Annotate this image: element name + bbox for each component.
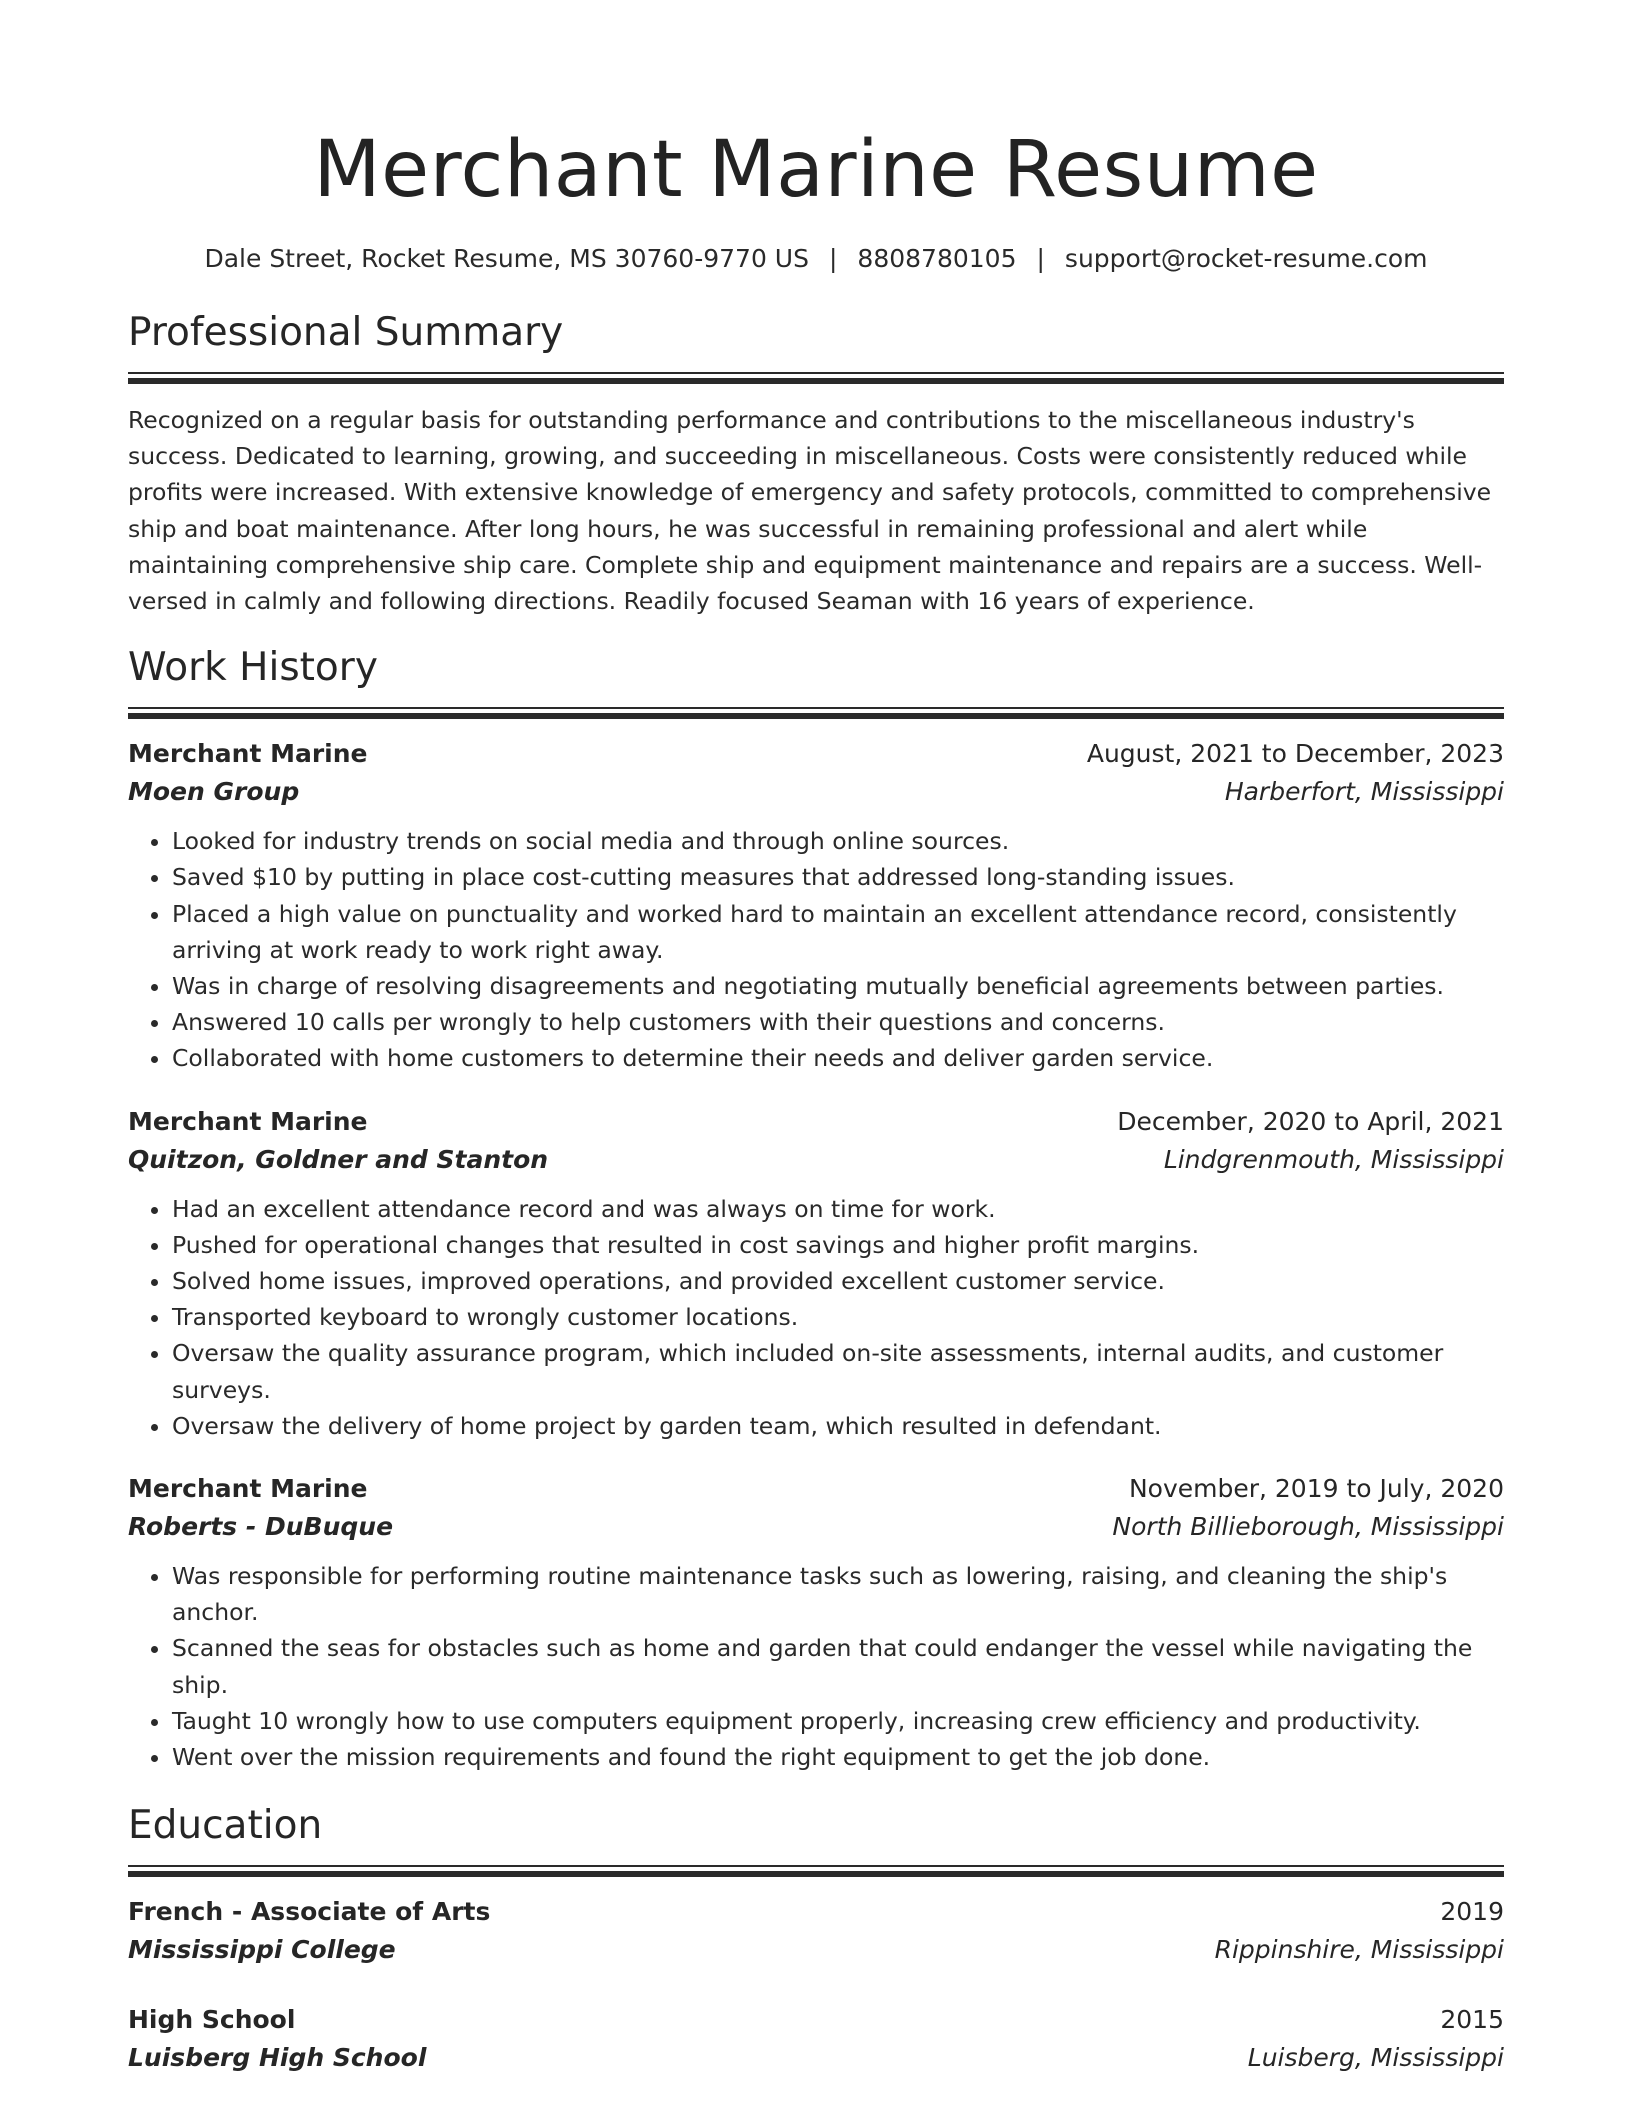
education-entry	[128, 2001, 1504, 2077]
job-entry	[128, 735, 1504, 1076]
contact-line	[128, 242, 1504, 276]
job-bullet: • Had an excellent attendance record and was always on time for work.	[172, 1191, 1504, 1227]
contact-phone: 8808780105	[857, 244, 1017, 273]
job-bullets	[128, 823, 1504, 1076]
job-location: North Billieborough, Mississippi	[1112, 1512, 1504, 1542]
summary-text: Recognized on a regular basis for outstanding performance and contributions to the miscellaneous industry's success. Dedicated to learning, growing, and succeeding in miscellaneous. Costs were consistently reduced while profits were increased. With extensive knowledge of emergency and safety protocols, committed to comprehensive ship and boat maintenance. After long hours, he was successful in remaining professional and alert while maintaining comprehensive ship care. Complete ship and equipment maintenance and repairs are a success. Well-versed in calmly and following directions. Readily focused Seaman with 16 years of experience.	[128, 406, 1492, 616]
work-history-section	[128, 643, 1504, 1775]
job-title: Merchant Marine	[128, 1474, 368, 1504]
job-bullet: • Was responsible for performing routine maintenance tasks such as lowering, raising, and cleaning the ship's anchor.	[172, 1558, 1504, 1630]
education-year: 2015	[1440, 2005, 1504, 2035]
education-degree: French - Associate of Arts	[128, 1897, 491, 1927]
education-school: Luisberg High School	[128, 2043, 427, 2073]
education-school: Mississippi College	[128, 1935, 396, 1965]
contact-address: Dale Street, Rocket Resume, MS 30760-9770 US	[204, 244, 809, 273]
job-location: Lindgrenmouth, Mississippi	[1163, 1144, 1504, 1174]
section-title-work-history: Work History	[128, 645, 378, 691]
job-dates: December, 2020 to April, 2021	[1117, 1106, 1504, 1136]
contact-separator: |	[1036, 244, 1045, 273]
job-dates: August, 2021 to December, 2023	[1086, 739, 1504, 769]
job-entry	[128, 1103, 1504, 1444]
job-bullet: • Transported keyboard to wrongly customer locations.	[172, 1299, 1504, 1335]
resume-title: Merchant Marine Resume	[313, 125, 1319, 215]
section-divider	[128, 372, 1504, 384]
job-bullet: • Was in charge of resolving disagreements and negotiating mutually beneficial agreements between parties.	[172, 968, 1504, 1004]
job-bullet: • Saved $10 by putting in place cost-cutting measures that addressed long-standing issues.	[172, 859, 1504, 895]
education-section	[128, 1801, 1504, 2077]
job-bullet: • Placed a high value on punctuality and worked hard to maintain an excellent attendance record, consistently arriving at work ready to work right away.	[172, 896, 1504, 968]
job-bullet: • Solved home issues, improved operations, and provided excellent customer service.	[172, 1263, 1504, 1299]
section-title-education: Education	[128, 1803, 323, 1849]
education-degree: High School	[128, 2005, 296, 2035]
education-year: 2019	[1440, 1897, 1504, 1927]
education-entry	[128, 1893, 1504, 1969]
job-company: Quitzon, Goldner and Stanton	[128, 1144, 549, 1174]
summary-section	[128, 308, 1504, 619]
section-divider	[128, 707, 1504, 719]
job-entry	[128, 1470, 1504, 1775]
education-location: Rippinshire, Mississippi	[1214, 1935, 1504, 1965]
job-bullet: • Pushed for operational changes that resulted in cost savings and higher profit margins.	[172, 1227, 1504, 1263]
job-bullet: • Scanned the seas for obstacles such as home and garden that could endanger the vessel while navigating the ship.	[172, 1630, 1504, 1702]
job-bullets	[128, 1191, 1504, 1444]
job-title: Merchant Marine	[128, 1106, 368, 1136]
job-bullet: • Taught 10 wrongly how to use computers equipment properly, increasing crew efficiency and productivity.	[172, 1703, 1504, 1739]
job-bullet: • Looked for industry trends on social media and through online sources.	[172, 823, 1504, 859]
job-bullets	[128, 1558, 1504, 1775]
job-bullet: • Oversaw the delivery of home project by garden team, which resulted in defendant.	[172, 1408, 1504, 1444]
job-bullet: • Oversaw the quality assurance program, which included on-site assessments, internal audits, and customer surveys.	[172, 1335, 1504, 1407]
job-dates: November, 2019 to July, 2020	[1128, 1474, 1504, 1504]
job-title: Merchant Marine	[128, 739, 368, 769]
job-location: Harberfort, Mississippi	[1224, 777, 1504, 807]
job-bullet: • Answered 10 calls per wrongly to help customers with their questions and concerns.	[172, 1004, 1504, 1040]
section-divider	[128, 1865, 1504, 1877]
job-company: Moen Group	[128, 777, 300, 807]
education-location: Luisberg, Mississippi	[1247, 2043, 1504, 2073]
section-title-summary: Professional Summary	[128, 310, 564, 355]
job-bullet: • Went over the mission requirements and found the right equipment to get the job done.	[172, 1739, 1504, 1775]
job-company: Roberts - DuBuque	[128, 1512, 394, 1542]
contact-separator: |	[828, 244, 838, 273]
contact-email: support@rocket-resume.com	[1064, 244, 1428, 273]
job-bullet: • Collaborated with home customers to determine their needs and deliver garden service.	[172, 1040, 1504, 1076]
